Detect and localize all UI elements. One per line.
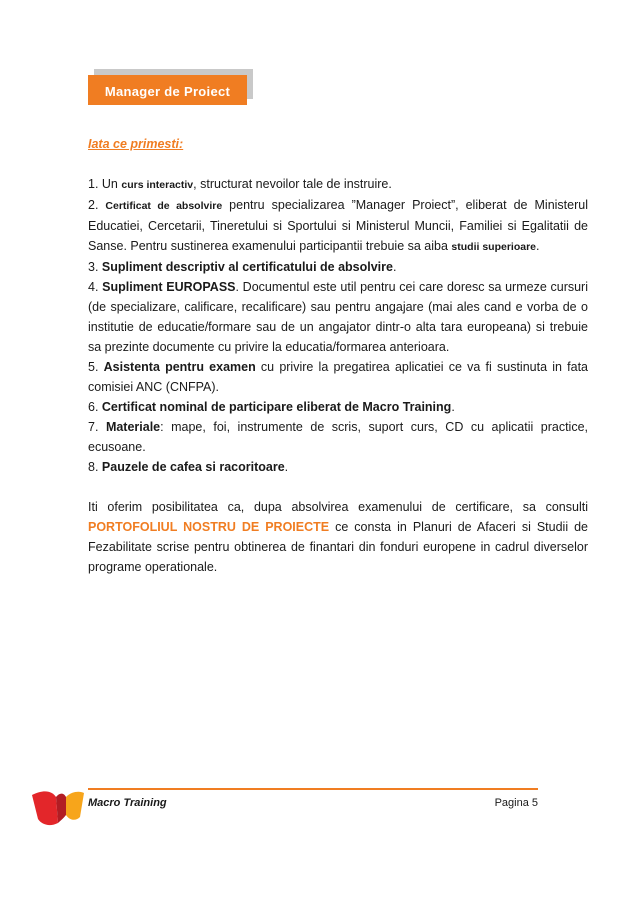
list-item-3: 3. Supliment descriptiv al certificatului de absolvire. bbox=[88, 260, 397, 274]
portfolio-highlight: PORTOFOLIUL NOSTRU DE PROIECTE bbox=[88, 520, 330, 534]
section-heading: Iata ce primesti: bbox=[88, 137, 184, 151]
list-item-7: 7. Materiale: mape, foi, instrumente de scris, suport curs, CD cu aplicatii practice, ecusoane. bbox=[88, 420, 588, 454]
list-item-8: 8. Pauzele de cafea si racoritoare. bbox=[88, 460, 289, 474]
footer-divider bbox=[88, 788, 538, 790]
macro-training-logo-icon bbox=[30, 783, 88, 829]
section-banner: Manager de Proiect bbox=[88, 75, 247, 105]
list-item-4: 4. Supliment EUROPASS. Documentul este util pentru cei care doresc sa urmeze cursuri (de specializare, calificare, recalificare) sau pentru angajare (mai ales cand e vorba de o institutie de educatie/formare sau de un angajator dintr-o alta tara europeana) si trebuie sa prezinte documente cu privire la educatia/formarea anterioara. bbox=[88, 280, 588, 354]
list-item-1: 1. Un curs interactiv, structurat nevoilor tale de instruire. bbox=[88, 177, 392, 191]
footer-company: Macro Training bbox=[88, 797, 167, 809]
offer-paragraph: Iti oferim posibilitatea ca, dupa absolvirea examenului de certificare, sa consulti PORTOFOLIUL NOSTRU DE PROIECTE ce consta in Planuri de Afaceri si Studii de Fezabilitate scrise pentru obtinerea de finantari din fonduri europene in cadrul diverselor programe operationale. bbox=[88, 500, 588, 574]
list-item-2: 2. Certificat de absolvire pentru specializarea ”Manager Proiect”, eliberat de Ministerul Educatiei, Cercetarii, Tineretului si Sportului si Ministerul Muncii, Familiei si Egalitatii de Sanse. Pentru sustinerea examenului participantii trebuie sa aiba studii superioare. bbox=[88, 198, 588, 253]
footer-page-number: Pagina 5 bbox=[494, 797, 538, 809]
list-item-5: 5. Asistenta pentru examen cu privire la pregatirea aplicatiei ce va fi sustinuta in fata comisiei ANC (CNFPA). bbox=[88, 360, 588, 394]
document-body bbox=[88, 134, 588, 577]
list-item-6: 6. Certificat nominal de participare eliberat de Macro Training. bbox=[88, 400, 455, 414]
